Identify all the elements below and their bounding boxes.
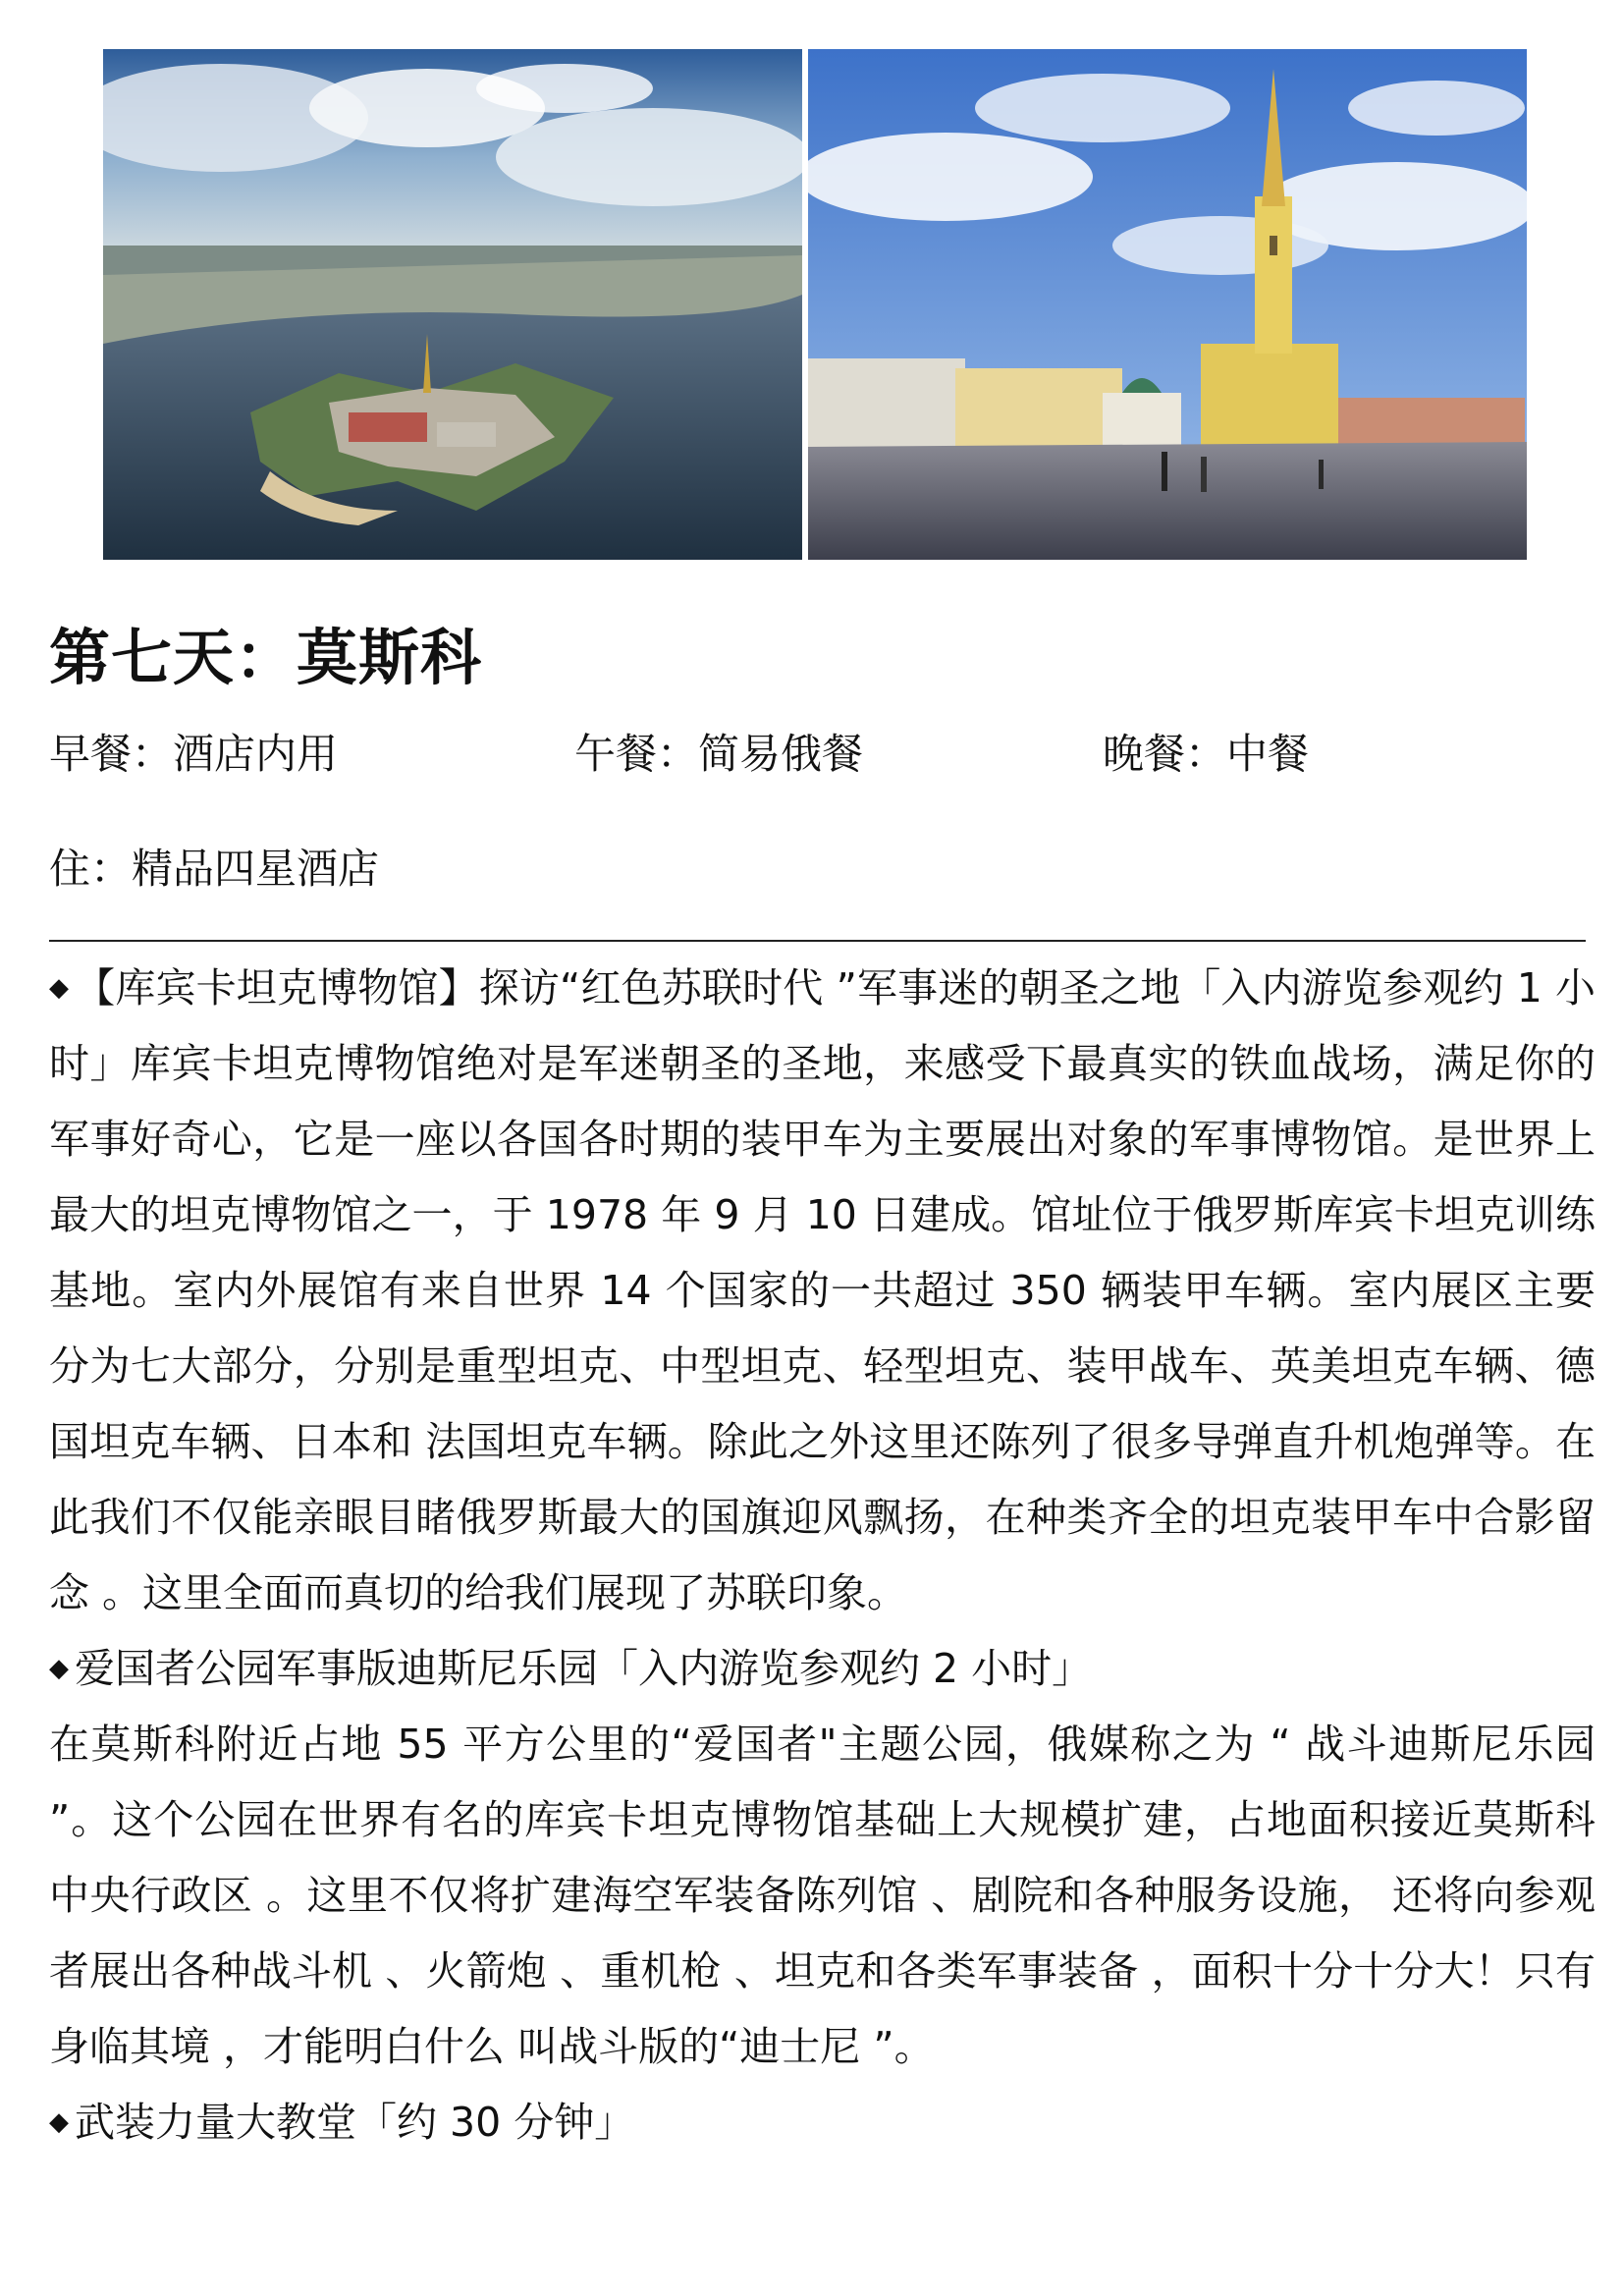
diamond-bullet-icon: ◆ [49,973,70,1003]
section-kubinka [49,951,1596,1631]
section-patriot-heading-text: 爱国者公园军事版迪斯尼乐园「入内游览参观约 2 小时」 [75,1645,1093,1692]
section-cathedral-heading-text: 武装力量大教堂「约 30 分钟」 [75,2099,635,2146]
dinner-info: 晚餐：中餐 [1103,730,1310,778]
section-patriot-body: 在莫斯科附近占地 55 平方公里的“爱国者"主题公园，俄媒称之为 “ 战斗迪斯尼乐园 ”。这个公园在世界有名的库宾卡坦克博物馆基础上大规模扩建，占地面积接近莫斯科中央行政区 。这里不仅将扩建海空军装备陈列馆 、剧院和各种服务设施， 还将向参观者展出各种战斗机 、火箭炮 、重机枪 、坦克和各类军事装备 ，面积十分十分大！只有身临其境 ，才能明白什么 叫战斗版的“迪士尼 ”。 [49,1721,1596,2070]
section-kubinka-text: 【库宾卡坦克博物馆】探访“红色苏联时代 ”军事迷的朝圣之地「入内游览参观约 1 小时」库宾卡坦克博物馆绝对是军迷朝圣的圣地，来感受下最真实的铁血战场，满足你的军事好奇心，它是一座以各国各时期的装甲车为主要展出对象的军事博物馆。是世界上最大的坦克博物馆之一，于 1978 年 9 月 10 日建成。馆址位于俄罗斯库宾卡坦克训练基地。室内外展馆有来自世界 14 个国家的一共超过 350 辆装甲车辆。室内展区主要分为七大部分，分别是重型坦克、中型坦克、轻型坦克、装甲战车、英美坦克车辆、德国坦克车辆、日本和 法国坦克车辆。除此之外这里还陈列了很多导弹直升机炮弹等。在此我们不仅能亲眼目睹俄罗斯最大的国旗迎风飘扬，在种类齐全的坦克装甲车中合影留念 。这里全面而真切的给我们展现了苏联印象。 [49,964,1596,1616]
breakfast-info: 早餐：酒店内用 [49,730,339,778]
lunch-info: 午餐：简易俄餐 [574,730,864,778]
page-title: 第七天：莫斯科 [49,622,483,693]
diamond-bullet-icon: ◆ [49,2107,69,2137]
diamond-bullet-icon: ◆ [49,1654,69,1683]
photo-strip [103,49,1527,560]
hotel-info: 住：精品四星酒店 [49,845,380,893]
section-patriot-heading [49,1631,1596,1707]
cathedral-spire-photo [808,49,1527,560]
divider [49,940,1586,942]
meals-row [49,722,1581,781]
section-cathedral-heading [49,2085,1596,2160]
itinerary-content [49,951,1596,2160]
aerial-fortress-photo [103,49,802,560]
